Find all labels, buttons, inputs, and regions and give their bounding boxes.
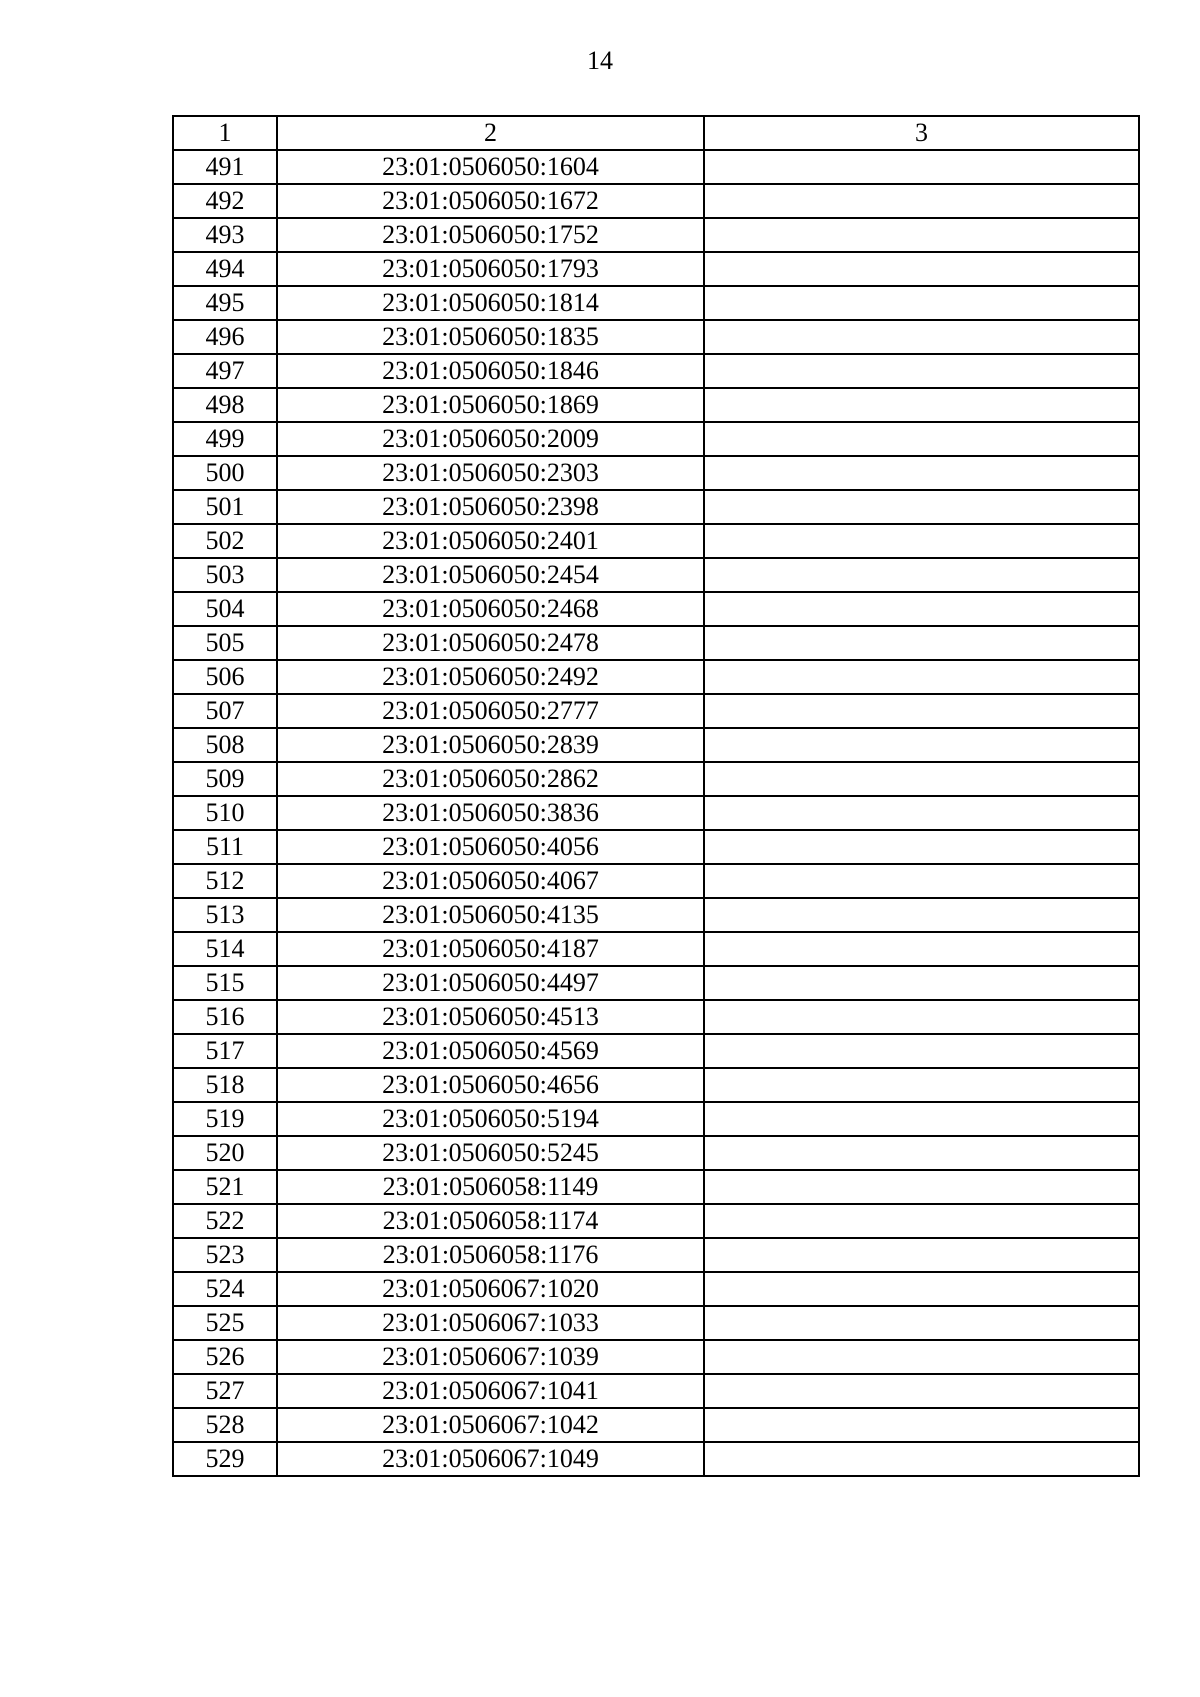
table-row	[173, 286, 1139, 320]
cadastral-number-cell: 23:01:0506067:1020	[277, 1272, 704, 1306]
table-row	[173, 592, 1139, 626]
header-cell-col3: 3	[704, 116, 1139, 150]
cadastral-number-cell: 23:01:0506050:4067	[277, 864, 704, 898]
notes-cell	[704, 354, 1139, 388]
cadastral-number-cell: 23:01:0506050:2839	[277, 728, 704, 762]
notes-cell	[704, 1374, 1139, 1408]
cadastral-number-cell: 23:01:0506050:1835	[277, 320, 704, 354]
table-row	[173, 422, 1139, 456]
row-number-cell: 516	[173, 1000, 277, 1034]
notes-cell	[704, 1408, 1139, 1442]
data-table	[172, 115, 1140, 1477]
cadastral-number-cell: 23:01:0506050:1793	[277, 252, 704, 286]
notes-cell	[704, 966, 1139, 1000]
cadastral-number-cell: 23:01:0506050:2468	[277, 592, 704, 626]
notes-cell	[704, 1306, 1139, 1340]
table-row	[173, 524, 1139, 558]
table-row	[173, 150, 1139, 184]
table-row	[173, 184, 1139, 218]
table-row	[173, 1442, 1139, 1476]
cadastral-number-cell: 23:01:0506058:1174	[277, 1204, 704, 1238]
table-row	[173, 388, 1139, 422]
row-number-cell: 510	[173, 796, 277, 830]
notes-cell	[704, 1340, 1139, 1374]
table-row	[173, 1374, 1139, 1408]
table-row	[173, 694, 1139, 728]
cadastral-number-cell: 23:01:0506050:4135	[277, 898, 704, 932]
notes-cell	[704, 1102, 1139, 1136]
notes-cell	[704, 1238, 1139, 1272]
notes-cell	[704, 898, 1139, 932]
row-number-cell: 522	[173, 1204, 277, 1238]
cadastral-number-cell: 23:01:0506050:5194	[277, 1102, 704, 1136]
cadastral-number-cell: 23:01:0506050:3836	[277, 796, 704, 830]
row-number-cell: 520	[173, 1136, 277, 1170]
notes-cell	[704, 796, 1139, 830]
table-row	[173, 1170, 1139, 1204]
row-number-cell: 523	[173, 1238, 277, 1272]
table-row	[173, 1408, 1139, 1442]
notes-cell	[704, 762, 1139, 796]
row-number-cell: 518	[173, 1068, 277, 1102]
table-row	[173, 1204, 1139, 1238]
table-row	[173, 1034, 1139, 1068]
notes-cell	[704, 864, 1139, 898]
notes-cell	[704, 1170, 1139, 1204]
notes-cell	[704, 252, 1139, 286]
cadastral-number-cell: 23:01:0506050:4187	[277, 932, 704, 966]
cadastral-number-cell: 23:01:0506050:2862	[277, 762, 704, 796]
page-number: 14	[587, 46, 613, 75]
cadastral-number-cell: 23:01:0506050:2401	[277, 524, 704, 558]
table-row	[173, 796, 1139, 830]
cadastral-number-cell: 23:01:0506050:2398	[277, 490, 704, 524]
cadastral-number-cell: 23:01:0506050:4656	[277, 1068, 704, 1102]
cadastral-number-cell: 23:01:0506067:1033	[277, 1306, 704, 1340]
table-row	[173, 456, 1139, 490]
notes-cell	[704, 388, 1139, 422]
row-number-cell: 493	[173, 218, 277, 252]
cadastral-number-cell: 23:01:0506067:1042	[277, 1408, 704, 1442]
row-number-cell: 514	[173, 932, 277, 966]
table-row	[173, 932, 1139, 966]
row-number-cell: 513	[173, 898, 277, 932]
table-row	[173, 762, 1139, 796]
row-number-cell: 519	[173, 1102, 277, 1136]
table-row	[173, 490, 1139, 524]
notes-cell	[704, 1204, 1139, 1238]
notes-cell	[704, 1272, 1139, 1306]
table-row	[173, 558, 1139, 592]
cadastral-number-cell: 23:01:0506050:2009	[277, 422, 704, 456]
cadastral-number-cell: 23:01:0506050:1846	[277, 354, 704, 388]
table-row	[173, 354, 1139, 388]
row-number-cell: 515	[173, 966, 277, 1000]
table-row	[173, 1306, 1139, 1340]
notes-cell	[704, 660, 1139, 694]
table-row	[173, 320, 1139, 354]
table-body	[173, 116, 1139, 1476]
notes-cell	[704, 490, 1139, 524]
row-number-cell: 496	[173, 320, 277, 354]
cadastral-number-cell: 23:01:0506050:1752	[277, 218, 704, 252]
table-row	[173, 728, 1139, 762]
cadastral-number-cell: 23:01:0506050:2777	[277, 694, 704, 728]
notes-cell	[704, 1442, 1139, 1476]
notes-cell	[704, 932, 1139, 966]
table-row	[173, 626, 1139, 660]
table-row	[173, 252, 1139, 286]
table-row	[173, 864, 1139, 898]
row-number-cell: 494	[173, 252, 277, 286]
notes-cell	[704, 422, 1139, 456]
notes-cell	[704, 592, 1139, 626]
notes-cell	[704, 830, 1139, 864]
notes-cell	[704, 1136, 1139, 1170]
cadastral-number-cell: 23:01:0506050:4513	[277, 1000, 704, 1034]
table-row	[173, 1000, 1139, 1034]
row-number-cell: 500	[173, 456, 277, 490]
cadastral-number-cell: 23:01:0506050:1814	[277, 286, 704, 320]
row-number-cell: 492	[173, 184, 277, 218]
table-row	[173, 1340, 1139, 1374]
header-cell-col1: 1	[173, 116, 277, 150]
cadastral-number-cell: 23:01:0506050:2303	[277, 456, 704, 490]
row-number-cell: 497	[173, 354, 277, 388]
cadastral-number-cell: 23:01:0506058:1149	[277, 1170, 704, 1204]
row-number-cell: 521	[173, 1170, 277, 1204]
cadastral-number-cell: 23:01:0506067:1049	[277, 1442, 704, 1476]
table-row	[173, 830, 1139, 864]
row-number-cell: 503	[173, 558, 277, 592]
notes-cell	[704, 456, 1139, 490]
row-number-cell: 506	[173, 660, 277, 694]
row-number-cell: 501	[173, 490, 277, 524]
notes-cell	[704, 1068, 1139, 1102]
row-number-cell: 505	[173, 626, 277, 660]
row-number-cell: 512	[173, 864, 277, 898]
cadastral-number-cell: 23:01:0506050:4569	[277, 1034, 704, 1068]
cadastral-number-cell: 23:01:0506050:1672	[277, 184, 704, 218]
notes-cell	[704, 694, 1139, 728]
row-number-cell: 526	[173, 1340, 277, 1374]
row-number-cell: 491	[173, 150, 277, 184]
notes-cell	[704, 320, 1139, 354]
row-number-cell: 528	[173, 1408, 277, 1442]
cadastral-number-cell: 23:01:0506050:5245	[277, 1136, 704, 1170]
table-row	[173, 1136, 1139, 1170]
row-number-cell: 499	[173, 422, 277, 456]
row-number-cell: 507	[173, 694, 277, 728]
notes-cell	[704, 184, 1139, 218]
row-number-cell: 495	[173, 286, 277, 320]
cadastral-number-cell: 23:01:0506067:1041	[277, 1374, 704, 1408]
cadastral-number-cell: 23:01:0506050:4497	[277, 966, 704, 1000]
notes-cell	[704, 558, 1139, 592]
table-header-row	[173, 116, 1139, 150]
cadastral-number-cell: 23:01:0506050:2492	[277, 660, 704, 694]
notes-cell	[704, 150, 1139, 184]
notes-cell	[704, 1034, 1139, 1068]
cadastral-number-cell: 23:01:0506067:1039	[277, 1340, 704, 1374]
cadastral-number-cell: 23:01:0506050:1604	[277, 150, 704, 184]
notes-cell	[704, 524, 1139, 558]
notes-cell	[704, 626, 1139, 660]
header-cell-col2: 2	[277, 116, 704, 150]
notes-cell	[704, 1000, 1139, 1034]
table-row	[173, 218, 1139, 252]
row-number-cell: 508	[173, 728, 277, 762]
table-row	[173, 898, 1139, 932]
table-row	[173, 1238, 1139, 1272]
cadastral-number-cell: 23:01:0506050:2454	[277, 558, 704, 592]
cadastral-number-cell: 23:01:0506058:1176	[277, 1238, 704, 1272]
row-number-cell: 511	[173, 830, 277, 864]
row-number-cell: 529	[173, 1442, 277, 1476]
row-number-cell: 517	[173, 1034, 277, 1068]
row-number-cell: 502	[173, 524, 277, 558]
row-number-cell: 509	[173, 762, 277, 796]
table-row	[173, 966, 1139, 1000]
cadastral-number-cell: 23:01:0506050:4056	[277, 830, 704, 864]
table-row	[173, 1272, 1139, 1306]
row-number-cell: 498	[173, 388, 277, 422]
notes-cell	[704, 286, 1139, 320]
row-number-cell: 527	[173, 1374, 277, 1408]
row-number-cell: 525	[173, 1306, 277, 1340]
table-row	[173, 1068, 1139, 1102]
table-row	[173, 1102, 1139, 1136]
row-number-cell: 504	[173, 592, 277, 626]
row-number-cell: 524	[173, 1272, 277, 1306]
table-row	[173, 660, 1139, 694]
notes-cell	[704, 728, 1139, 762]
cadastral-number-cell: 23:01:0506050:2478	[277, 626, 704, 660]
cadastral-number-cell: 23:01:0506050:1869	[277, 388, 704, 422]
notes-cell	[704, 218, 1139, 252]
